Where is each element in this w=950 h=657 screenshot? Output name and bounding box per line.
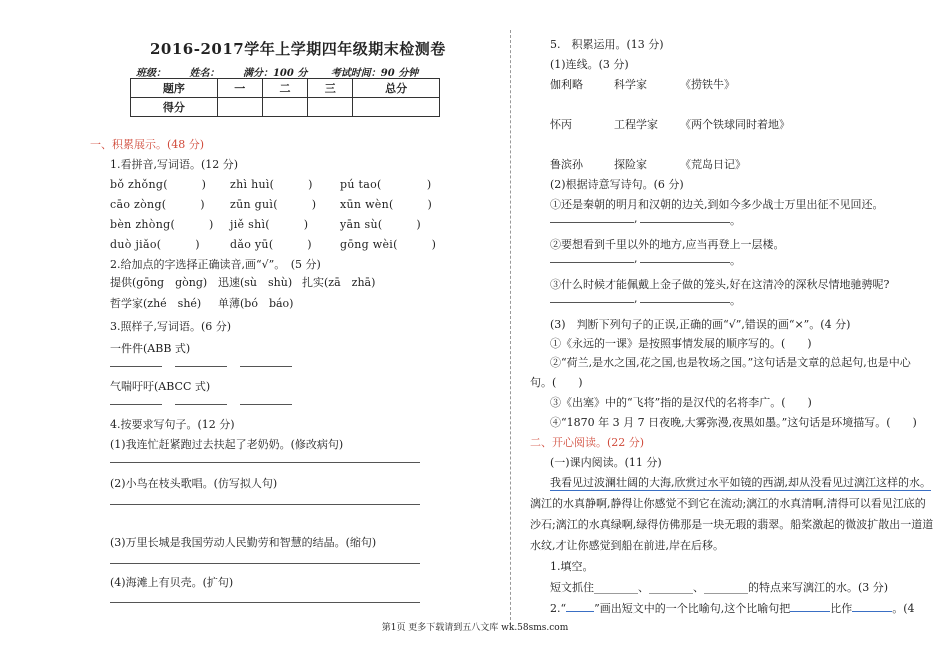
match-item: 《捞铁牛》	[680, 78, 735, 91]
pinyin-item: gōng wèi( )	[340, 238, 437, 251]
comma-separator: ,	[634, 292, 638, 305]
answer-line[interactable]	[640, 222, 730, 223]
reading-question-2	[550, 600, 915, 616]
answer-line[interactable]	[175, 404, 227, 405]
reading-question-1: 1.填空。	[550, 560, 594, 573]
q2-item: 提供(gōng gòng)	[110, 276, 208, 289]
answer-line[interactable]	[240, 366, 292, 367]
answer-line[interactable]	[110, 462, 420, 463]
exam-info	[136, 64, 438, 79]
blank-blue[interactable]	[852, 611, 892, 612]
rq2-part-d: 。(4	[892, 602, 915, 615]
q2-item: 哲学家(zhé shé)	[110, 297, 202, 310]
q2-item: 单薄(bó báo)	[218, 297, 294, 310]
q2-item: 迅速(sù shù)	[218, 276, 293, 289]
table-cell[interactable]	[308, 98, 353, 117]
answer-line[interactable]	[110, 404, 162, 405]
table-cell: 三	[308, 79, 353, 98]
answer-line[interactable]	[175, 366, 227, 367]
answer-line[interactable]	[240, 404, 292, 405]
answer-line[interactable]	[640, 302, 730, 303]
pinyin-item: pú tao( )	[340, 178, 432, 191]
rq2-part-a: 2.“	[550, 602, 567, 615]
reading-question-1-text: 短文抓住________、________、________的特点来写漓江的水。(3 分)	[550, 581, 889, 594]
rq2-part-c: 比作	[830, 602, 853, 615]
exam-title: 2016-2017学年上学期四年级期末检测卷	[150, 40, 446, 58]
q5-part-3: (3) 判断下列句子的正误,正确的画“√”,错误的画“×”。(4 分)	[550, 318, 851, 331]
judge-item-4: ④“1870 年 3 月 7 日夜晚,大雾弥漫,夜黑如墨。”这句话是环境描写。( )	[550, 416, 917, 429]
q3-example-a: 一件件(ABB 式)	[110, 342, 191, 355]
q4-item-2: (2)小鸟在枝头歌唱。(仿写拟人句)	[110, 477, 278, 490]
q4-item-3: (3)万里长城是我国劳动人民勤劳和智慧的结晶。(缩句)	[110, 536, 377, 549]
table-cell: 总分	[353, 79, 440, 98]
match-item: 工程学家	[614, 118, 658, 131]
match-item: 科学家	[614, 78, 647, 91]
q4-item-4: (4)海滩上有贝壳。(扩句)	[110, 576, 234, 589]
pinyin-item: yān sù( )	[340, 218, 421, 231]
answer-line[interactable]	[110, 602, 420, 603]
pinyin-item: bǒ zhǒng( )	[110, 178, 207, 191]
judge-item-2-cont: 句。( )	[530, 376, 583, 389]
passage-line-4: 水纹,才让你感觉到船在前进,岸在后移。	[530, 539, 724, 552]
match-item: 怀丙	[550, 118, 572, 131]
section-one-heading: 一、积累展示。(48 分)	[90, 138, 205, 151]
match-item: 伽利略	[550, 78, 583, 91]
answer-line[interactable]	[550, 262, 634, 263]
match-item: 《两个铁球同时着地》	[680, 118, 790, 131]
question-5: 5. 积累运用。(13 分)	[550, 38, 664, 51]
q5-part-2: (2)根据诗意写诗句。(6 分)	[550, 178, 684, 191]
full-score-label: 满分：100 分	[242, 68, 308, 79]
passage-line-3: 沙石;漓江的水真绿啊,绿得仿佛那是一块无瑕的翡翠。船桨激起的微波扩散出一道道	[530, 518, 934, 531]
table-cell: 得分	[131, 98, 218, 117]
pinyin-item: zhì huì( )	[230, 178, 313, 191]
table-cell[interactable]	[353, 98, 440, 117]
table-cell[interactable]	[217, 98, 262, 117]
reading-part-1: (一)课内阅读。(11 分)	[550, 456, 662, 469]
column-divider	[510, 30, 511, 625]
question-4: 4.按要求写句子。(12 分)	[110, 418, 235, 431]
blank-blue[interactable]	[790, 611, 830, 612]
pinyin-item: xūn wèn( )	[340, 198, 433, 211]
answer-line[interactable]	[110, 563, 420, 564]
score-table	[130, 78, 440, 117]
page-footer: 第1页 更多下载请到五八文库 wk.58sms.com	[381, 623, 569, 633]
pinyin-item: jiě shì( )	[230, 218, 309, 231]
class-label: 班级：	[136, 68, 166, 79]
judge-item-2: ②“荷兰,是水之国,花之国,也是牧场之国。”这句话是文章的总起句,也是中心	[550, 356, 911, 369]
q5-part-1: (1)连线。(3 分)	[550, 58, 629, 71]
pinyin-item: cāo zòng( )	[110, 198, 205, 211]
table-cell: 二	[262, 79, 307, 98]
judge-item-3: ③《出塞》中的“飞将”指的是汉代的名将李广。( )	[550, 396, 812, 409]
answer-line[interactable]	[550, 302, 634, 303]
comma-separator: ,	[634, 212, 638, 225]
rq2-part-b: ”画出短文中的一个比喻句,这个比喻句把	[594, 602, 791, 615]
period: 。	[730, 214, 741, 227]
name-label: 姓名：	[189, 68, 220, 79]
pinyin-item: dǎo yū( )	[230, 238, 312, 251]
match-item: 《荒岛日记》	[680, 158, 746, 171]
q2-item: 扎实(zā zhā)	[302, 276, 376, 289]
match-item: 探险家	[614, 158, 647, 171]
table-cell: 题序	[131, 79, 218, 98]
passage-line-2: 漓江的水真静啊,静得让你感觉不到它在流动;漓江的水真清啊,清得可以看见江底的	[530, 497, 926, 510]
match-item: 鲁滨孙	[550, 158, 583, 171]
exam-time-label: 考试时间：90 分钟	[330, 68, 419, 79]
question-1: 1.看拼音,写词语。(12 分)	[110, 158, 239, 171]
table-cell[interactable]	[262, 98, 307, 117]
poem-prompt-3: ③什么时候才能佩戴上金子做的笼头,好在这清冷的深秋尽情地驰骋呢?	[550, 278, 890, 291]
table-cell: 一	[217, 79, 262, 98]
table-row	[131, 98, 440, 117]
answer-line[interactable]	[110, 504, 420, 505]
judge-item-1: ①《永远的一课》是按照事情发展的顺序写的。( )	[550, 337, 812, 350]
answer-line[interactable]	[550, 222, 634, 223]
pinyin-item: duò jiǎo( )	[110, 238, 200, 251]
passage-line-1: 我看见过波澜壮阔的大海,欣赏过水平如镜的西湖,却从没看见过漓江这样的水。	[550, 476, 931, 489]
blank-blue[interactable]	[566, 611, 594, 612]
period: 。	[730, 254, 741, 267]
pinyin-item: bèn zhòng( )	[110, 218, 214, 231]
period: 。	[730, 294, 741, 307]
answer-line[interactable]	[640, 262, 730, 263]
poem-prompt-2: ②要想看到千里以外的地方,应当再登上一层楼。	[550, 238, 785, 251]
question-3: 3.照样子,写词语。(6 分)	[110, 320, 232, 333]
poem-prompt-1: ①还是秦朝的明月和汉朝的边关,到如今多少战士万里出征不见回还。	[550, 198, 884, 211]
section-two-heading: 二、开心阅读。(22 分)	[530, 436, 645, 449]
table-row	[131, 79, 440, 98]
comma-separator: ,	[634, 252, 638, 265]
q3-example-b: 气喘吁吁(ABCC 式)	[110, 380, 211, 393]
question-2: 2.给加点的字选择正确读音,画“√”。 (5 分)	[110, 258, 321, 271]
q4-item-1: (1)我连忙赶紧跑过去扶起了老奶奶。(修改病句)	[110, 438, 344, 451]
pinyin-item: zūn guì( )	[230, 198, 317, 211]
answer-line[interactable]	[110, 366, 162, 367]
